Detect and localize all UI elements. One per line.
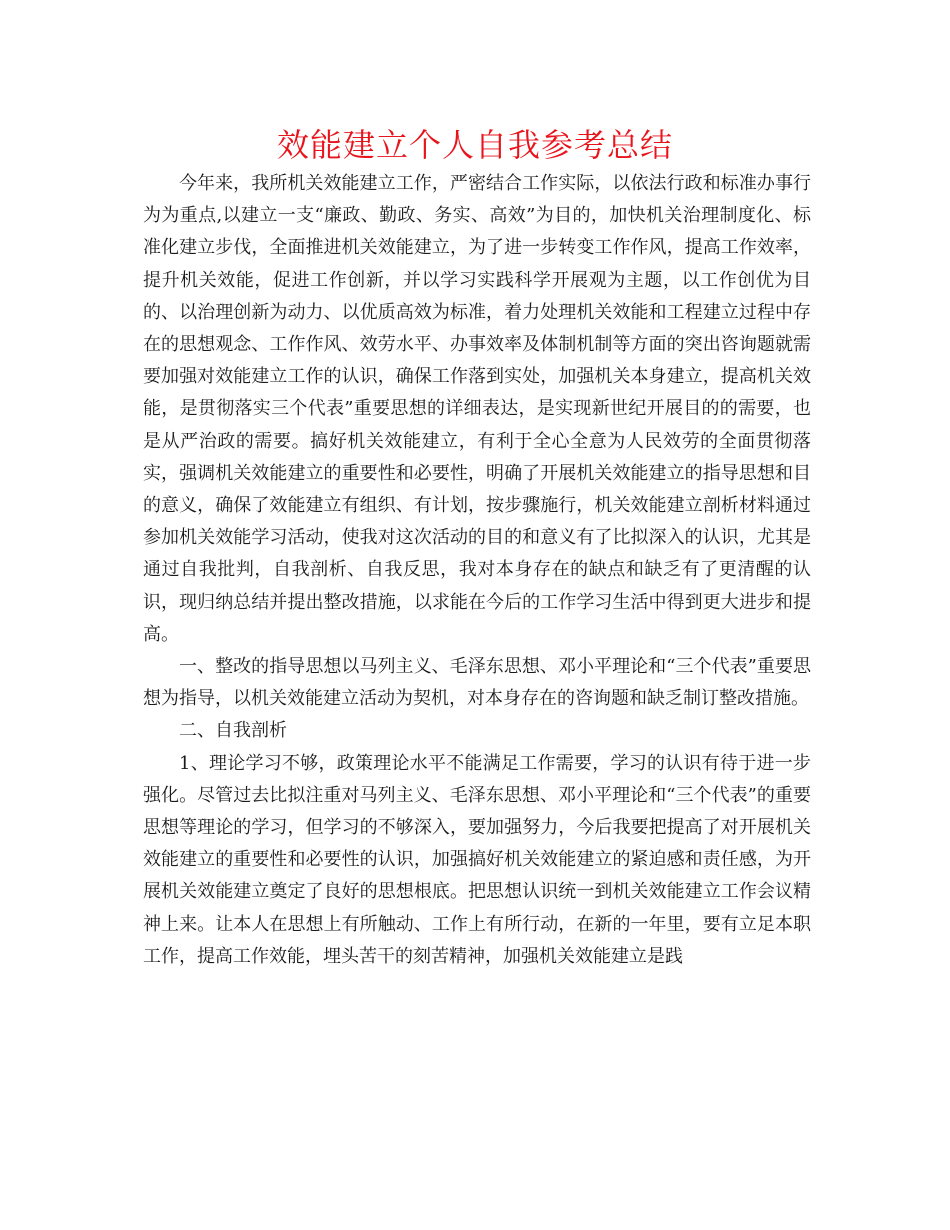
paragraph-intro: 今年来，我所机关效能建立工作，严密结合工作实际，以依法行政和标准办事行为为重点,以建立一支“廉政、勤政、务实、高效”为目的，加快机关治理制度化、标准化建立步伐，全面推进机关效能建立，为了进一步转变工作作风，提高工作效率，提升机关效能，促进工作创新，并以学习实践科学开展观为主题，以工作创优为目的、以治理创新为动力、以优质高效为标准，着力处理机关效能和工程建立过程中存在的思想观念、工作作风、效劳水平、办事效率及体制机制等方面的突出咨询题就需要加强对效能建立工作的认识，确保工作落到实处，加强机关本身建立，提高机关效能，是贯彻落实三个代表”重要思想的详细表达，是实现新世纪开展目的的需要，也是从严治政的需要。搞好机关效能建立，有利于全心全意为人民效劳的全面贯彻落实，强调机关效能建立的重要性和必要性，明确了开展机关效能建立的指导思想和目的意义，确保了效能建立有组织、有计划，按步骤施行，机关效能建立剖析材料通过参加机关效能学习活动，使我对这次活动的目的和意义有了比拟深入的认识，尤其是通过自我批判，自我剖析、自我反思，我对本身存在的缺点和缺乏有了更清醒的认识，现归纳总结并提出整改措施，以求能在今后的工作学习生活中得到更大进步和提高。 xyxy=(143,173,811,645)
paragraph-theory-study: 1、理论学习不够，政策理论水平不能满足工作需要，学习的认识有待于进一步强化。尽管过去比拟注重对马列主义、毛泽东思想、邓小平理论和“三个代表”的重要思想等理论的学习，但学习的不够深入，要加强努力，今后我要把提高了对开展机关效能建立的重要性和必要性的认识，加强搞好机关效能建立的紧迫感和责任感，为开展机关效能建立奠定了良好的思想根底。把思想认识统一到机关效能建立工作会议精神上来。让本人在思想上有所触动、工作上有所行动，在新的一年里，要有立足本职工作，提高工作效能，埋头苦干的刻苦精神，加强机关效能建立是践 xyxy=(143,752,811,967)
document-body xyxy=(143,168,811,973)
paragraph-guiding-thought: 一、整改的指导思想以马列主义、毛泽东思想、邓小平理论和“三个代表”重要思想为指导，以机关效能建立活动为契机，对本身存在的咨询题和缺乏制订整改措施。 xyxy=(143,656,811,710)
section-heading-self-analysis: 二、自我剖析 xyxy=(179,720,287,742)
document-title: 效能建立个人自我参考总结 xyxy=(276,126,673,164)
